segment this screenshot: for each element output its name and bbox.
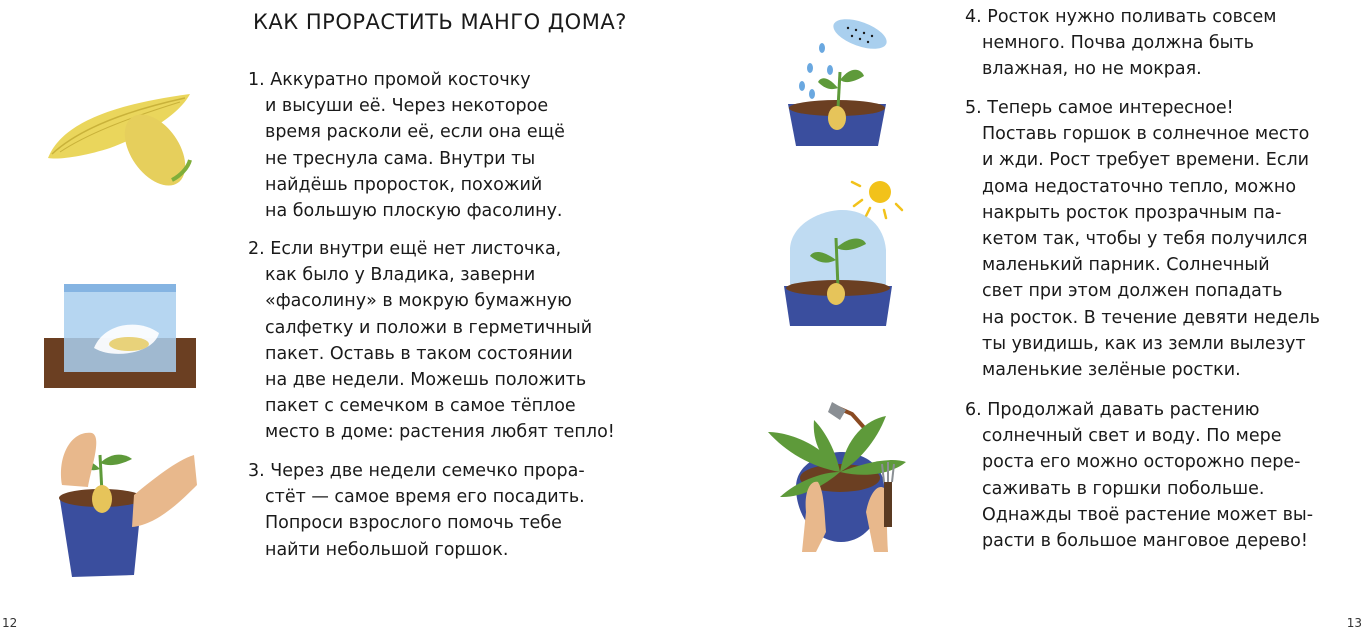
step-6: [965, 397, 1313, 554]
step-3: [248, 458, 585, 563]
watering-can-icon: [782, 12, 892, 147]
step-line: дома недостаточно тепло, можно: [982, 176, 1297, 197]
step-line: пакет с семечком в самое тёплое: [265, 396, 576, 417]
step-2: [248, 236, 615, 446]
step-line: маленький парник. Солнечный: [982, 255, 1270, 276]
step-line: 4. Росток нужно поливать совсем: [965, 7, 1277, 27]
step-line: Однажды твоё растение может вы-: [982, 504, 1314, 525]
step-line: 6. Продолжай давать растению: [965, 400, 1260, 420]
step-line: найти небольшой горшок.: [265, 539, 509, 560]
step-line: ты увидишь, как из земли вылезут: [982, 333, 1306, 354]
planting-hands-icon: [52, 425, 197, 580]
page-title: КАК ПРОРАСТИТЬ МАНГО ДОМА?: [253, 10, 627, 34]
step-line: «фасолину» в мокрую бумажную: [265, 291, 572, 312]
transplant-plant-icon: [766, 402, 911, 554]
step-line: накрыть росток прозрачным па-: [982, 202, 1282, 223]
greenhouse-sun-icon: [782, 178, 917, 328]
step-line: на большую плоскую фасолину.: [265, 201, 563, 222]
step-line: найдёшь проросток, похожий: [265, 174, 543, 195]
step-line: немного. Почва должна быть: [982, 33, 1254, 54]
right-page: [682, 0, 1364, 632]
sealed-bag-icon: [44, 278, 196, 388]
step-line: 2. Если внутри ещё нет листочка,: [248, 239, 562, 259]
mango-seed-icon: [40, 88, 195, 188]
step-line: и высуши её. Через некоторое: [265, 96, 549, 117]
step-line: место в доме: растения любят тепло!: [265, 422, 615, 443]
step-line: 3. Через две недели семечко прора-: [248, 461, 585, 481]
step-line: свет при этом должен попадать: [982, 281, 1283, 302]
step-line: расти в большое манговое дерево!: [982, 531, 1308, 552]
step-5: [965, 95, 1320, 383]
page-number-right: 13: [1346, 616, 1362, 630]
step-line: на две недели. Можешь положить: [265, 370, 587, 391]
step-line: и жди. Рост требует времени. Если: [982, 150, 1310, 171]
page-number-left: 12: [2, 616, 18, 630]
step-line: влажная, но не мокрая.: [982, 59, 1202, 80]
step-line: 5. Теперь самое интересное!: [965, 98, 1234, 118]
step-line: саживать в горшки побольше.: [982, 478, 1265, 499]
step-4: [965, 4, 1277, 83]
step-line: на росток. В течение девяти недель: [982, 307, 1320, 328]
step-line: маленькие зелёные ростки.: [982, 360, 1241, 381]
step-line: кетом так, чтобы у тебя получился: [982, 229, 1308, 250]
step-line: как было у Владика, заверни: [265, 265, 536, 286]
step-line: время расколи её, если она ещё: [265, 122, 565, 143]
step-line: Попроси взрослого помочь тебе: [265, 513, 562, 534]
step-line: роста его можно осторожно пере-: [982, 452, 1301, 473]
step-line: не треснула сама. Внутри ты: [265, 148, 536, 169]
step-line: стёт — самое время его посадить.: [265, 487, 585, 508]
step-line: солнечный свет и воду. По мере: [982, 426, 1282, 447]
step-line: салфетку и положи в герметичный: [265, 317, 593, 338]
step-line: Поставь горшок в солнечное место: [982, 124, 1310, 145]
step-line: 1. Аккуратно промой косточку: [248, 70, 531, 90]
step-1: [248, 67, 565, 224]
step-line: пакет. Оставь в таком состоянии: [265, 343, 573, 364]
